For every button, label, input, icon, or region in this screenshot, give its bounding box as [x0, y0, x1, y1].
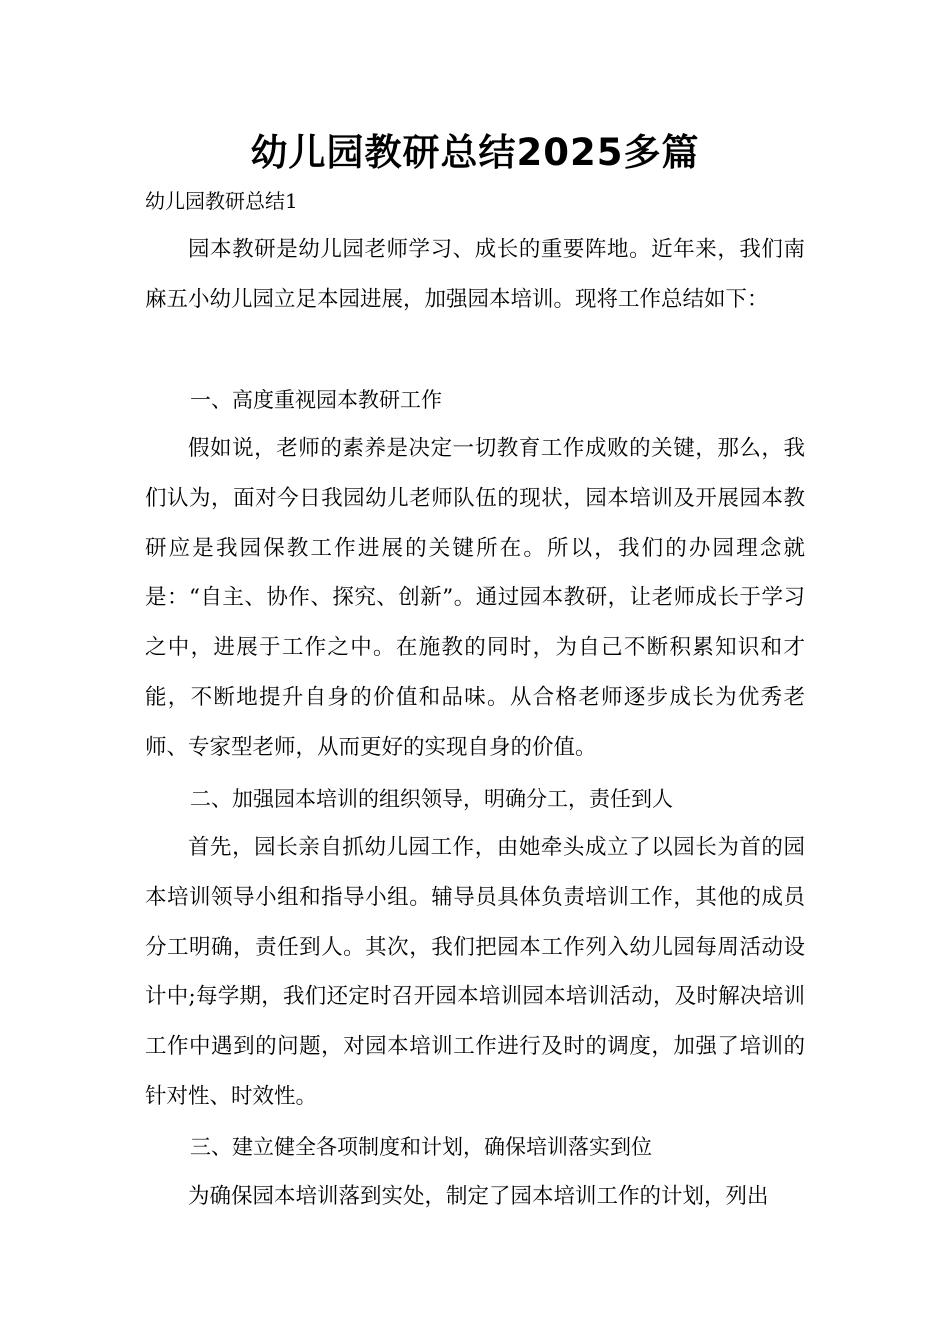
section1-heading: 一、高度重视园本教研工作 — [190, 388, 442, 412]
section3-heading: 三、建立健全各项制度和计划，确保培训落实到位 — [190, 1135, 652, 1159]
section1-paragraph: 假如说，老师的素养是决定一切教育工作成败的关键，那么，我们认为，面对今日我园幼儿老师队伍的现状，园本培训及开展园本教研应是我园保教工作进展的关键所在。所以，我们的办园理念就是：“自主、协作、探究、创新”。通过园本教研，让老师成长于学习之中，进展于工作之中。在施教的同时，为自己不断积累知识和才能，不断地提升自身的价值和品味。从合格老师逐步成长为优秀老师、专家型老师，从而更好的实现自身的价值。 — [145, 436, 805, 760]
section2-heading: 二、加强园本培训的组织领导，明确分工，责任到人 — [190, 787, 673, 811]
document-subtitle: 幼儿园教研总结1 — [145, 189, 298, 213]
section2-paragraph: 首先，园长亲自抓幼儿园工作，由她牵头成立了以园长为首的园本培训领导小组和指导小组。辅导员具体负责培训工作，其他的成员分工明确，责任到人。其次，我们把园本工作列入幼儿园每周活动设计中;每学期，我们还定时召开园本培训园本培训活动，及时解决培训工作中遇到的问题，对园本培训工作进行及时的调度，加强了培训的针对性、时效性。 — [145, 835, 805, 1109]
section3-paragraph: 为确保园本培训落到实处，制定了园本培训工作的计划，列出 — [188, 1184, 769, 1209]
document-title: 幼儿园教研总结2025多篇 — [250, 131, 700, 174]
intro-paragraph: 园本教研是幼儿园老师学习、成长的重要阵地。近年来，我们南麻五小幼儿园立足本园进展，加强园本培训。现将工作总结如下： — [145, 237, 805, 312]
